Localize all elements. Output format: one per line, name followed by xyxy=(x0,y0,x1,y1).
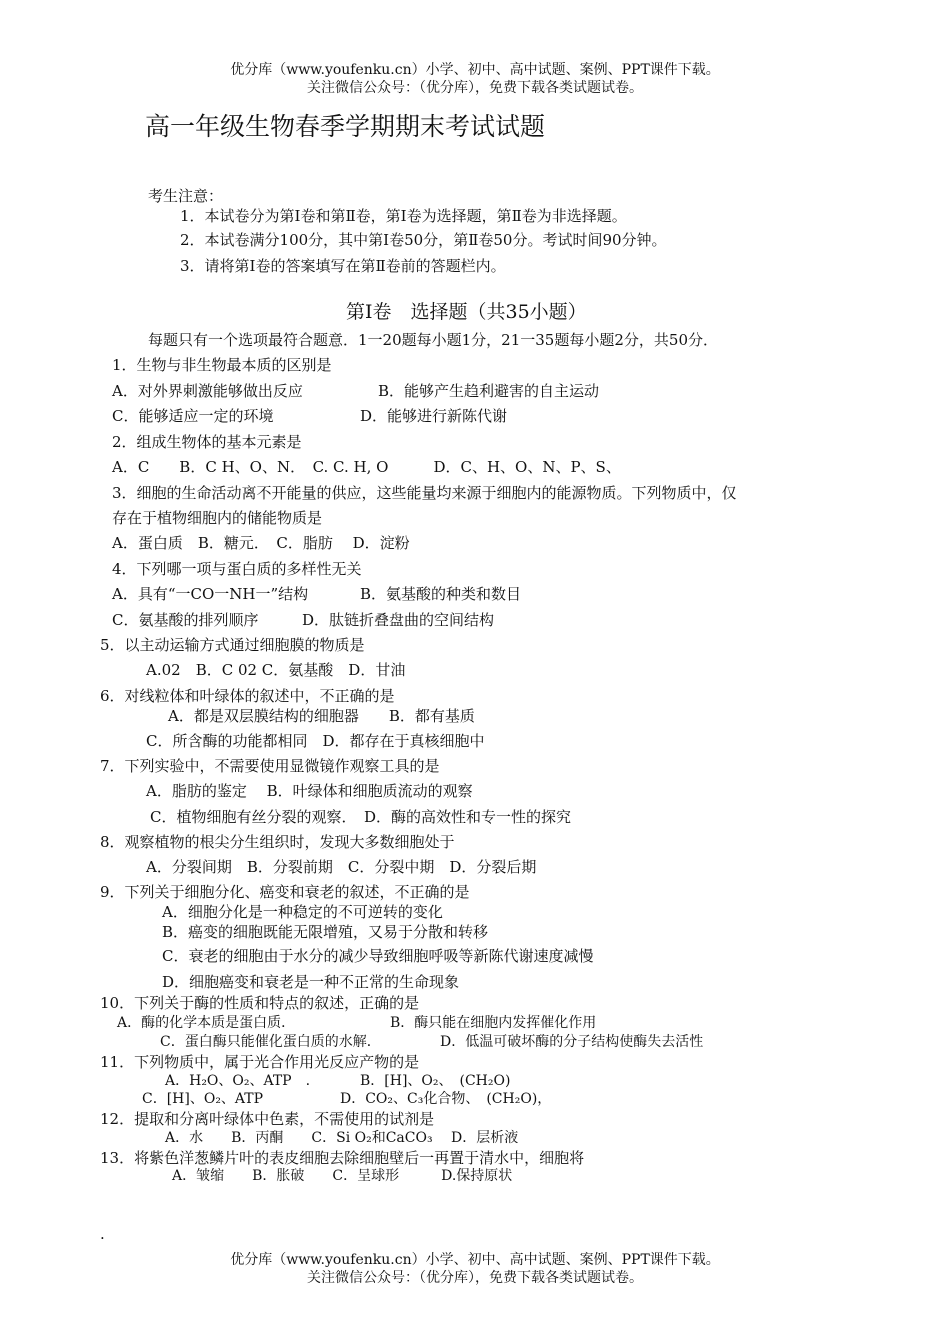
question-stem: 11．下列物质中，属于光合作用光反应产物的是 xyxy=(100,1053,420,1071)
question-options: A．蛋白质 B．糖元． C．脂肪 D．淀粉 xyxy=(112,534,410,552)
question-options: A．皱缩 B．胀破 C．呈球形 D.保持原状 xyxy=(172,1168,513,1184)
notice-item: 1．本试卷分为第Ⅰ卷和第Ⅱ卷，第Ⅰ卷为选择题，第Ⅱ卷为非选择题。 xyxy=(180,207,627,225)
notice-item: 3．请将第Ⅰ卷的答案填写在第Ⅱ卷前的答题栏内。 xyxy=(180,257,506,275)
question-stem: 4．下列哪一项与蛋白质的多样性无关 xyxy=(112,560,362,578)
question-stem: 13．将紫色洋葱鳞片叶的表皮细胞去除细胞壁后一再置于清水中，细胞将 xyxy=(100,1149,585,1167)
question-stem: 9．下列关于细胞分化、癌变和衰老的叙述，不正确的是 xyxy=(100,883,470,901)
question-options: A．水 B．丙酮 C．Si O₂和CaCO₃ D．层析液 xyxy=(165,1130,519,1146)
notice-label: 考生注意： xyxy=(148,187,224,205)
question-stem: 7．下列实验中，不需要使用显微镜作观察工具的是 xyxy=(100,757,440,775)
question-option: A．具有“一CO一NH一”结构 xyxy=(112,585,309,603)
question-option: B．酶只能在细胞内发挥催化作用 xyxy=(390,1015,597,1031)
question-stem: 3．细胞的生命活动离不开能量的供应，这些能量均来源于细胞内的能源物质。下列物质中，仅 xyxy=(112,484,737,502)
question-option: A．对外界刺激能够做出反应 xyxy=(112,382,303,400)
question-option: C．[H]、O₂、ATP xyxy=(142,1091,264,1107)
question-option: A．酶的化学本质是蛋白质． xyxy=(117,1015,296,1031)
question-option: C．衰老的细胞由于水分的减少导致细胞呼吸等新陈代谢速度减慢 xyxy=(162,947,594,965)
page-header-line-1: 优分库（www.youfenku.cn）小学、初中、高中试题、案例、PPT课件下载。 xyxy=(230,62,720,78)
question-options: C．所含酶的功能都相同 D．都存在于真核细胞中 xyxy=(146,732,485,750)
question-options: A．分裂间期 B．分裂前期 C．分裂中期 D．分裂后期 xyxy=(146,858,537,876)
notice-item: 2．本试卷满分100分，其中第Ⅰ卷50分，第Ⅱ卷50分。考试时间90分钟。 xyxy=(180,231,667,249)
question-stem: 存在于植物细胞内的储能物质是 xyxy=(112,509,323,527)
question-option: B．[H]、O₂、 (CH₂O) xyxy=(360,1073,511,1089)
question-options: A．脂肪的鉴定 B．叶绿体和细胞质流动的观察 xyxy=(146,782,473,800)
page-header-line-2: 关注微信公众号：（优分库），免费下载各类试题试卷。 xyxy=(307,80,643,96)
question-stem: 10．下列关于酶的性质和特点的叙述，正确的是 xyxy=(100,994,420,1012)
question-options: A．C B．C H、O、N． C. C. H, O D．C、H、O、N、P、S、 xyxy=(112,458,621,476)
question-stem: 1．生物与非生物最本质的区别是 xyxy=(112,356,332,374)
question-stem: 6．对线粒体和叶绿体的叙述中，不正确的是 xyxy=(100,687,395,705)
question-stem: 2．组成生物体的基本元素是 xyxy=(112,433,302,451)
question-options: A.02 B．C 02 C．氨基酸 D．甘油 xyxy=(146,661,406,679)
question-option: D．能够进行新陈代谢 xyxy=(360,407,508,425)
page-footer-line-2: 关注微信公众号：（优分库），免费下载各类试题试卷。 xyxy=(307,1270,643,1286)
question-option: A．细胞分化是一种稳定的不可逆转的变化 xyxy=(162,903,443,921)
page-footer-line-1: 优分库（www.youfenku.cn）小学、初中、高中试题、案例、PPT课件下载。 xyxy=(230,1252,720,1268)
question-stem: 8．观察植物的根尖分生组织时，发现大多数细胞处于 xyxy=(100,833,455,851)
question-option: D．低温可破坏酶的分子结构使酶失去活性 xyxy=(440,1034,704,1050)
question-option: C．氨基酸的排列顺序 xyxy=(112,611,259,629)
question-option: D．细胞癌变和衰老是一种不正常的生命现象 xyxy=(162,973,460,991)
exam-title: 高一年级生物春季学期期末考试试题 xyxy=(145,112,546,141)
question-stem: 5．以主动运输方式通过细胞膜的物质是 xyxy=(100,636,365,654)
question-option: C．能够适应一定的环境 xyxy=(112,407,274,425)
question-option: C．蛋白酶只能催化蛋白质的水解． xyxy=(160,1034,381,1050)
question-option: D．肽链折叠盘曲的空间结构 xyxy=(302,611,495,629)
question-option: B．氨基酸的种类和数目 xyxy=(360,585,522,603)
section-title: 第Ⅰ卷 选择题（共35小题） xyxy=(346,301,587,323)
question-option: B．能够产生趋利避害的自主运动 xyxy=(378,382,600,400)
question-option: B．癌变的细胞既能无限增殖，又易于分散和转移 xyxy=(162,923,489,941)
question-stem: 12．提取和分离叶绿体中色素，不需使用的试剂是 xyxy=(100,1110,435,1128)
question-option: A．H₂O、O₂、ATP . xyxy=(165,1073,311,1089)
section-instruction: 每题只有一个选项最符合题意．1一20题每小题1分，21一35题每小题2分，共50分． xyxy=(148,331,718,349)
question-options: A．都是双层膜结构的细胞器 B．都有基质 xyxy=(168,707,475,725)
question-options: C．植物细胞有丝分裂的观察． D．酶的高效性和专一性的探究 xyxy=(150,808,572,826)
question-option: D．CO₂、C₃化合物、 (CH₂O)， xyxy=(340,1091,552,1107)
stray-dot: . xyxy=(100,1225,105,1243)
